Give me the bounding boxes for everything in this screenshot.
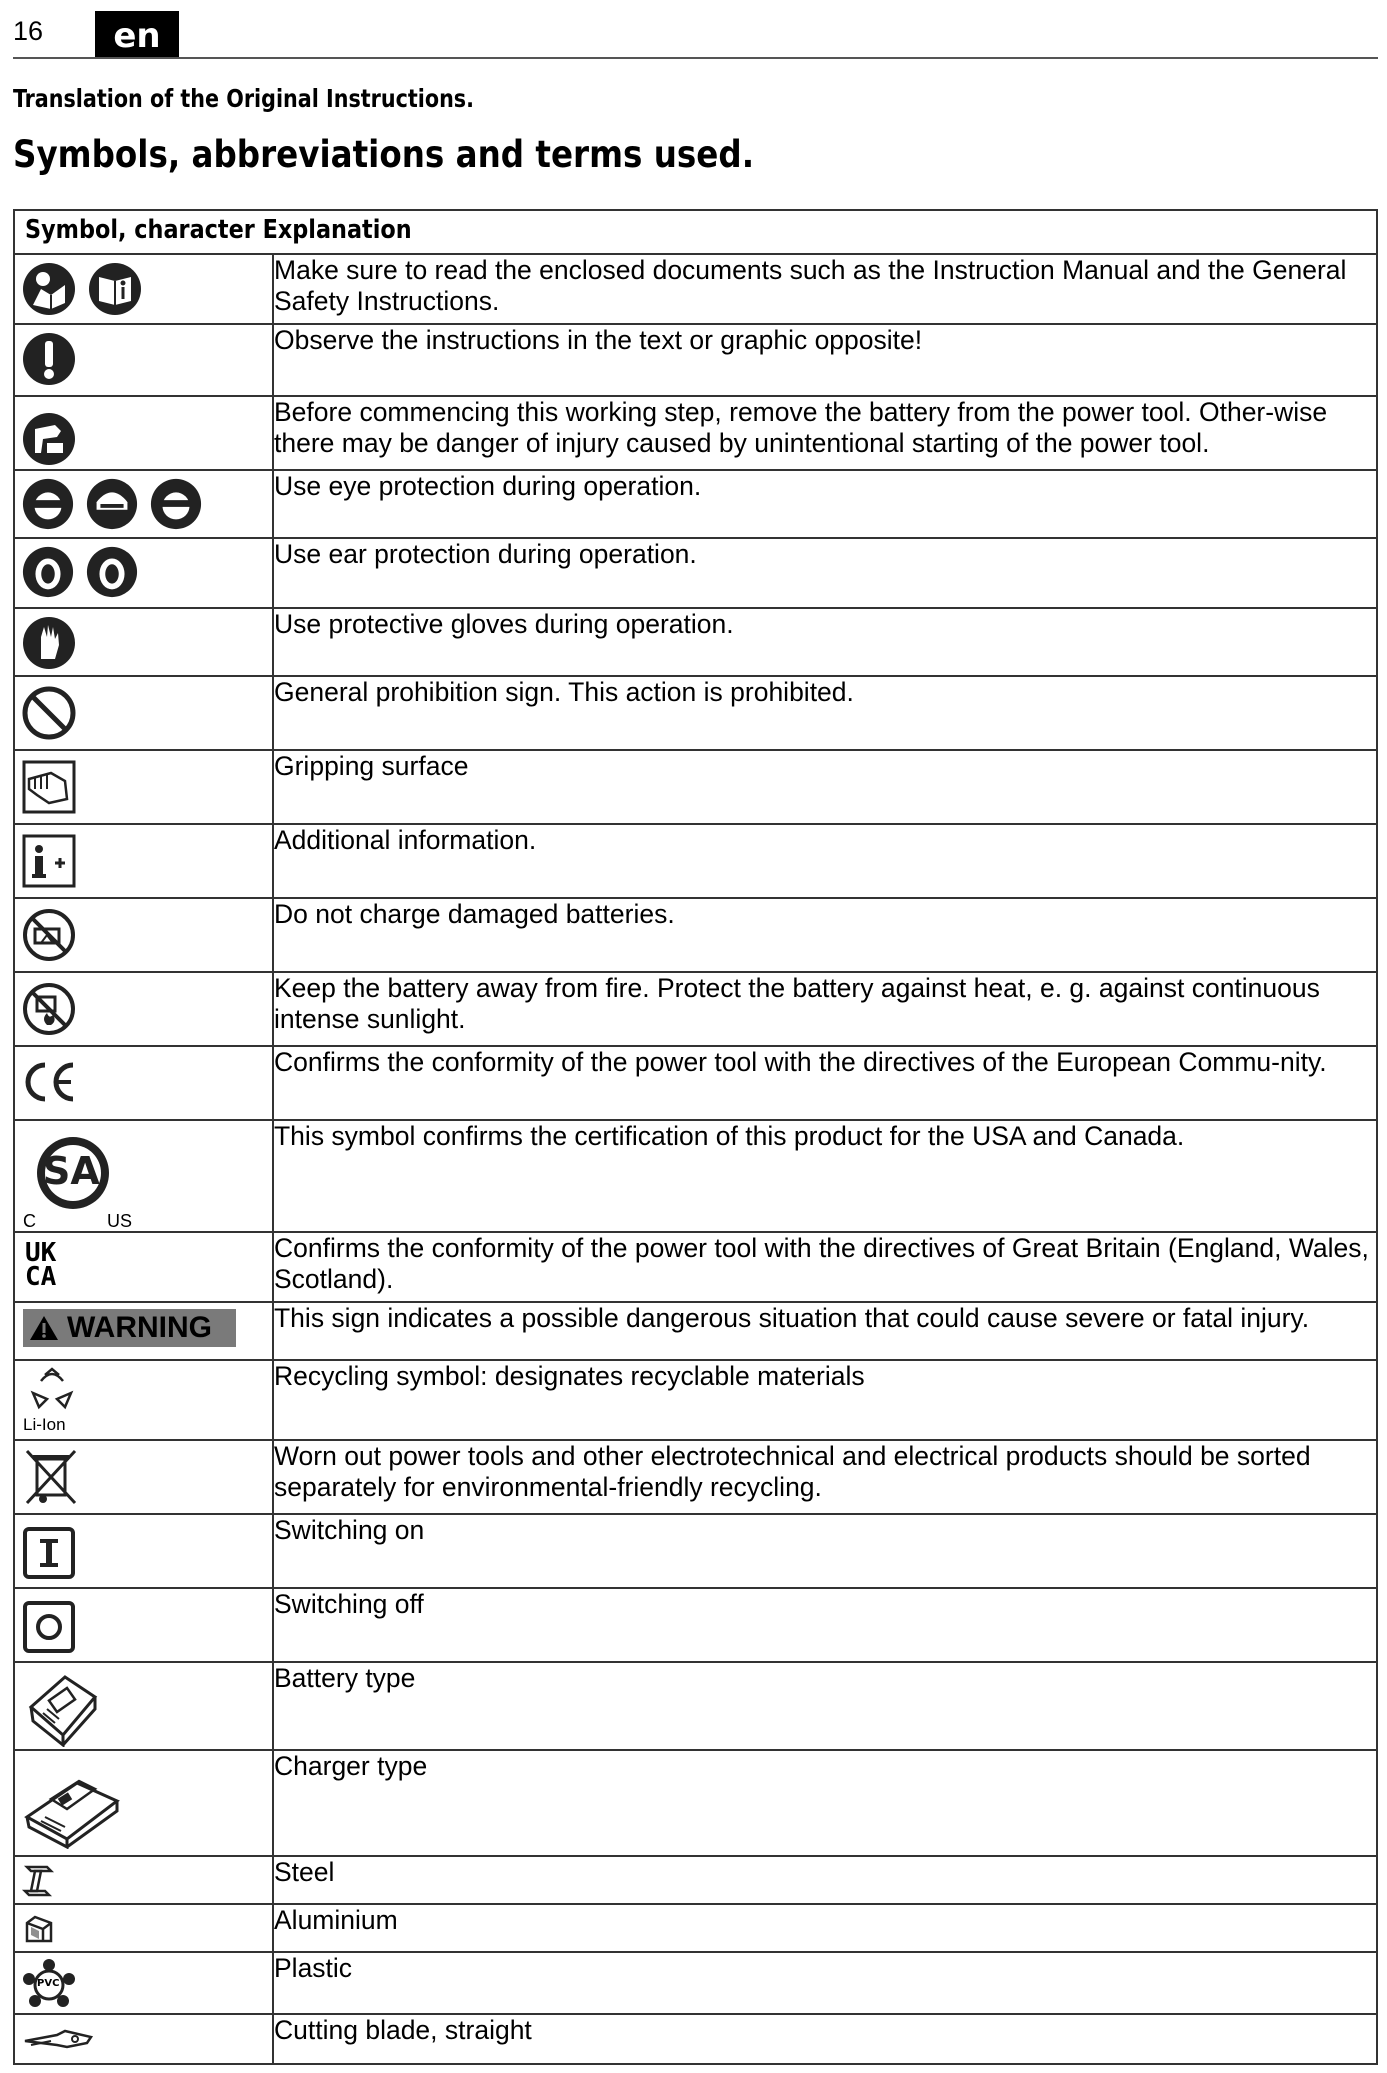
ear-muff-icon [85, 545, 139, 599]
battery-type-icon [21, 1669, 101, 1747]
table-row [14, 254, 1377, 324]
table-row [14, 538, 1377, 608]
remove-battery-icon [21, 411, 77, 467]
row-text: Switching off [273, 1588, 1377, 1662]
subtitle: Translation of the Original Instructions. [13, 84, 474, 113]
row-text: Additional information. [273, 824, 1377, 898]
goggles-icon [21, 477, 75, 531]
csa-mark-icon: SA C US [23, 1127, 133, 1227]
row-text: Worn out power tools and other electrotechnical and electrical products should be sorted separately for environmental-friendly recycling. [273, 1440, 1377, 1514]
row-text: This sign indicates a possible dangerous situation that could cause severe or fatal injury. [273, 1302, 1377, 1360]
read-manual-icons [15, 255, 272, 317]
row-text: Plastic [273, 1952, 1377, 2014]
table-row [14, 2014, 1377, 2064]
table-row [14, 1952, 1377, 2014]
table-row [14, 1662, 1377, 1750]
language-tab: en [95, 11, 179, 58]
row-text: Confirms the conformity of the power tool with the directives of the European Commu-nity. [273, 1046, 1377, 1120]
row-text: Keep the battery away from fire. Protect the battery against heat, e. g. against continuous intense sunlight. [273, 972, 1377, 1046]
battery-fire-icon [21, 981, 77, 1037]
row-text: Aluminium [273, 1904, 1377, 1952]
table-row [14, 324, 1377, 396]
face-shield-icon [85, 477, 139, 531]
eye-protection-icons [15, 471, 272, 531]
row-text: Gripping surface [273, 750, 1377, 824]
table-row [14, 1360, 1377, 1440]
table-row [14, 1440, 1377, 1514]
steel-icon [21, 1863, 57, 1899]
ukca-mark-icon: UK CA [25, 1238, 57, 1292]
switch-off-icon [21, 1599, 77, 1655]
table-row [14, 1120, 1377, 1232]
table-row [14, 1232, 1377, 1302]
table-row [14, 1588, 1377, 1662]
exclamation-icon [21, 331, 77, 387]
page-title: Symbols, abbreviations and terms used. [13, 133, 755, 176]
charger-type-icon [21, 1769, 121, 1849]
row-text: Switching on [273, 1514, 1377, 1588]
row-text: Use eye protection during operation. [273, 470, 1377, 538]
header-divider [13, 57, 1378, 59]
table-row [14, 1904, 1377, 1952]
row-text: Charger type [273, 1750, 1377, 1856]
table-row [14, 750, 1377, 824]
table-row [14, 1750, 1377, 1856]
table-row [14, 898, 1377, 972]
switch-on-icon [21, 1525, 77, 1581]
table-row [14, 676, 1377, 750]
read-manual-book-icon [87, 261, 143, 317]
aluminium-icon [21, 1911, 57, 1947]
ce-mark-icon [21, 1059, 81, 1105]
row-text: Battery type [273, 1662, 1377, 1750]
gripping-surface-icon [21, 759, 77, 815]
table-row [14, 972, 1377, 1046]
row-text: Recycling symbol: designates recyclable materials [273, 1360, 1377, 1440]
ear-defender-icon [21, 545, 75, 599]
plastic-pvc-icon: PVC [21, 1957, 77, 2011]
warning-label-icon: WARNING [23, 1309, 236, 1347]
prohibition-icon [21, 685, 77, 741]
weee-bin-icon [21, 1447, 81, 1507]
page-number: 16 [13, 16, 44, 46]
row-text: This symbol confirms the certification of this product for the USA and Canada. [273, 1120, 1377, 1232]
safety-glasses-icon [149, 477, 203, 531]
no-charge-damaged-battery-icon [21, 907, 77, 963]
row-text: Before commencing this working step, remove the battery from the power tool. Other-wise there may be danger of injury caused by unintentional starting of the power tool. [273, 396, 1377, 470]
row-text: Observe the instructions in the text or graphic opposite! [273, 324, 1377, 396]
symbols-table [13, 209, 1378, 2065]
table-row [14, 1856, 1377, 1904]
table-row [14, 396, 1377, 470]
table-header-row [14, 210, 1377, 254]
gloves-icon [21, 615, 77, 671]
row-text: Make sure to read the enclosed documents such as the Instruction Manual and the General Safety Instructions. [273, 254, 1377, 324]
ear-protection-icons [15, 539, 272, 599]
recycling-li-ion-icon: Li-Ion [23, 1367, 83, 1437]
warning-triangle-icon [29, 1314, 59, 1342]
table-row [14, 470, 1377, 538]
row-text: Cutting blade, straight [273, 2014, 1377, 2064]
additional-info-icon [21, 833, 77, 889]
row-text: Do not charge damaged batteries. [273, 898, 1377, 972]
row-text: Use ear protection during operation. [273, 538, 1377, 608]
table-row [14, 1302, 1377, 1360]
table-row [14, 824, 1377, 898]
row-text: General prohibition sign. This action is prohibited. [273, 676, 1377, 750]
row-text: Confirms the conformity of the power tool with the directives of Great Britain (England, Wales, Scotland). [273, 1232, 1377, 1302]
table-row [14, 1514, 1377, 1588]
table-row [14, 608, 1377, 676]
row-text: Use protective gloves during operation. [273, 608, 1377, 676]
row-text: Steel [273, 1856, 1377, 1904]
cutting-blade-icon [21, 2025, 97, 2055]
table-row [14, 1046, 1377, 1120]
read-manual-person-icon [21, 261, 77, 317]
table-header: Symbol, character Explanation [14, 210, 1377, 254]
